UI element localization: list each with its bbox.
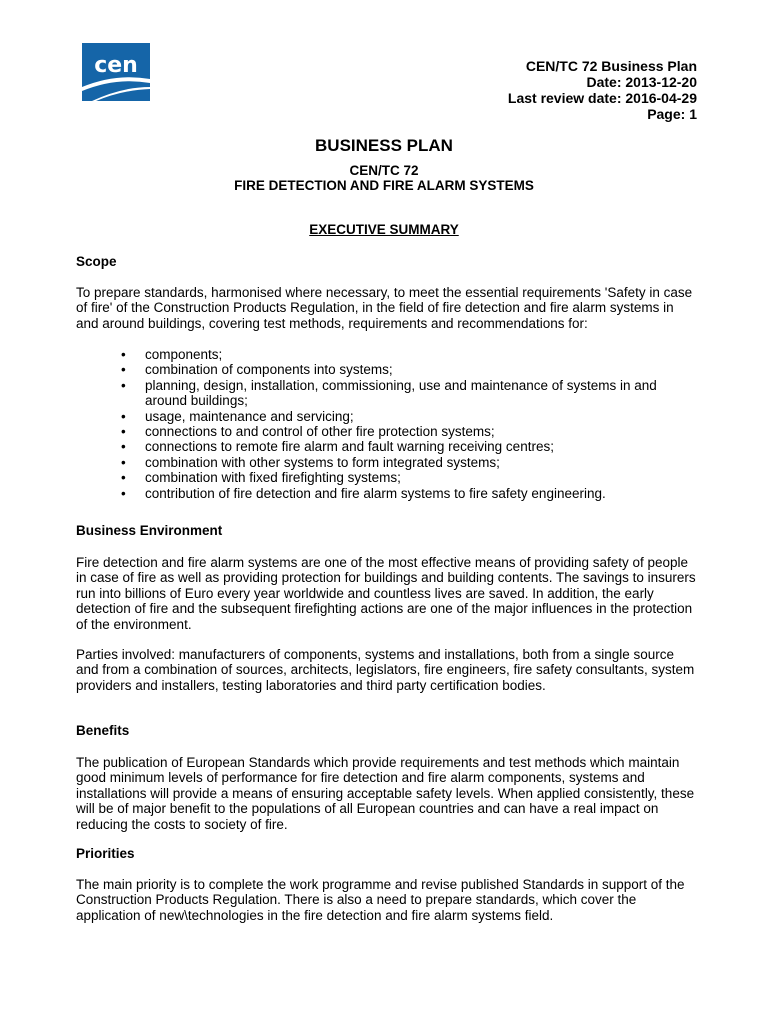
header-review-date: Last review date: 2016-04-29	[507, 90, 697, 106]
cen-logo	[82, 43, 150, 101]
list-item-text: combination of components into systems;	[145, 362, 393, 378]
business-environment-paragraph-1: Fire detection and fire alarm systems are one of the most effective means of providing safety of people in case of fire as well as providing protection for buildings and building contents. The savings to insurers run into billions of Euro every year worldwide and countless lives are saved. In addition, the early detection of fire and the subsequent firefighting actions are one of the major influences in the protection of the environment.	[76, 555, 696, 632]
priorities-paragraph: The main priority is to complete the work programme and revise published Standards in support of the Construction Products Regulation. There is also a need to prepare standards, which cover the application of new\technologies in the fire detection and fire alarm systems field.	[76, 877, 685, 923]
subtitle-committee: CEN/TC 72	[349, 163, 419, 178]
list-item-text: combination with other systems to form integrated systems;	[145, 454, 500, 470]
page-title: BUSINESS PLAN	[315, 136, 453, 155]
subtitle-topic: FIRE DETECTION AND FIRE ALARM SYSTEMS	[234, 178, 534, 193]
list-item-text: planning, design, installation, commissioning, use and maintenance of systems in and around buildings;	[145, 377, 657, 409]
list-item: • combination with other systems to form integrated systems;	[121, 454, 500, 470]
business-environment-paragraph-2: Parties involved: manufacturers of components, systems and installations, both from a single source and from a combination of sources, architects, legislators, fire engineers, fire safety consultants, system providers and installers, testing laboratories and third party certification bodies.	[76, 647, 695, 693]
executive-summary-heading: EXECUTIVE SUMMARY	[309, 222, 459, 237]
benefits-paragraph: The publication of European Standards which provide requirements and test methods which maintain good minimum levels of performance for fire detection and fire alarm components, systems and installations will provide a means of ensuring acceptable safety levels. When applied consistently, these will be of major benefit to the populations of all European countries and can have a real impact on reducing the costs to society of fire.	[76, 755, 695, 832]
business-environment-heading: Business Environment	[76, 523, 223, 538]
scope-bullet-list	[76, 347, 696, 501]
list-item: • contribution of fire detection and fire alarm systems to fire safety engineering.	[121, 485, 606, 501]
list-item-text: contribution of fire detection and fire alarm systems to fire safety engineering.	[145, 485, 606, 501]
scope-paragraph: To prepare standards, harmonised where necessary, to meet the essential requirements 'Safety in case of fire' of the Construction Products Regulation, in the field of fire detection and fire alarm systems in and around buildings, covering test methods, requirements and recommendations for:	[76, 285, 693, 331]
benefits-heading: Benefits	[76, 723, 130, 738]
list-item-text: connections to remote fire alarm and fault warning receiving centres;	[145, 439, 554, 455]
header-date: Date: 2013-12-20	[586, 74, 697, 90]
scope-heading: Scope	[76, 254, 117, 269]
header-plan-name: CEN/TC 72 Business Plan	[525, 58, 697, 74]
list-item-text: components;	[145, 347, 223, 362]
cen-logo-icon	[82, 43, 150, 101]
header-page: Page: 1	[647, 106, 697, 122]
document-header	[508, 58, 697, 122]
cen-logo-text: cen	[94, 53, 138, 78]
list-item: • usage, maintenance and servicing;	[121, 408, 354, 424]
list-item: • components;	[121, 347, 223, 362]
list-item: • combination of components into systems;	[121, 362, 393, 378]
list-item: • connections to and control of other fire protection systems;	[121, 424, 495, 440]
list-item-text: combination with fixed firefighting systems;	[145, 470, 401, 486]
list-item-text: usage, maintenance and servicing;	[145, 408, 354, 424]
list-item: • connections to remote fire alarm and fault warning receiving centres;	[121, 439, 554, 455]
list-item: • combination with fixed firefighting systems;	[121, 470, 401, 486]
list-item: • planning, design, installation, commissioning, use and maintenance of systems in and around buildings;	[121, 377, 657, 409]
page-subtitle	[0, 163, 768, 193]
list-item-text: connections to and control of other fire protection systems;	[145, 424, 495, 440]
priorities-heading: Priorities	[76, 846, 135, 861]
